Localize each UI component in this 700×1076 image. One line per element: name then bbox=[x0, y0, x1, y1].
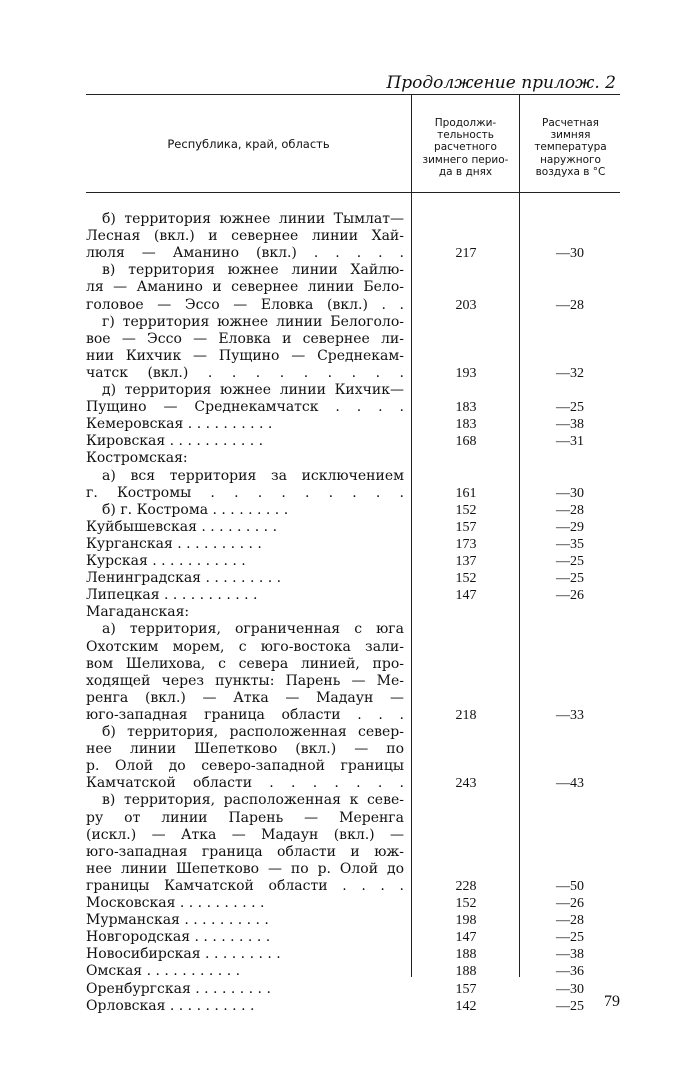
column-header-region: Республика, край, область bbox=[167, 137, 330, 151]
design-temperature-cell: —28 bbox=[556, 913, 584, 929]
table-row bbox=[0, 690, 700, 707]
table-row bbox=[0, 895, 700, 912]
table-row bbox=[0, 314, 700, 331]
table-row bbox=[0, 450, 700, 467]
design-temperature-cell: —35 bbox=[556, 536, 584, 552]
region-name-cell: ходящей через пункты: Парень — Ме- bbox=[86, 672, 404, 689]
table-row bbox=[0, 502, 700, 519]
table-row bbox=[0, 792, 700, 809]
design-temperature-cell: —30 bbox=[556, 246, 584, 262]
region-name-cell: Ленинградская . . . . . . . . . bbox=[86, 570, 282, 587]
column-header-temperature-line: воздуха в °С bbox=[535, 165, 606, 178]
region-name-cell: ренга (вкл.) — Атка — Мадаун — bbox=[86, 689, 404, 706]
column-header-duration-line: да в днях bbox=[438, 165, 493, 178]
region-name-cell: Лесная (вкл.) и севернее линии Хай- bbox=[86, 228, 404, 245]
duration-days-cell: 188 bbox=[455, 964, 477, 980]
design-temperature-cell: —26 bbox=[556, 896, 584, 911]
region-name-cell: ру от линии Парень — Меренга bbox=[86, 809, 404, 826]
region-name-cell: головое — Эссо — Еловка (вкл.) . . bbox=[86, 296, 404, 313]
table-row bbox=[0, 724, 700, 741]
region-name-cell: в) территория южнее линии Хайлю- bbox=[102, 262, 404, 279]
duration-days-cell: 243 bbox=[455, 776, 477, 792]
table-row bbox=[0, 673, 700, 690]
table-row bbox=[0, 519, 700, 536]
table-row bbox=[0, 861, 700, 878]
region-name-cell: ля — Аманино и севернее линии Бело- bbox=[86, 279, 404, 296]
page-number: 79 bbox=[604, 993, 620, 1010]
region-name-cell: Охотским морем, с юго-востока зали- bbox=[86, 638, 404, 655]
region-name-cell: Омская . . . . . . . . . . . bbox=[86, 963, 241, 980]
region-name-cell: Мурманская . . . . . . . . . . bbox=[86, 912, 269, 929]
region-name-cell: (искл.) — Атка — Мадаун (вкл.) — bbox=[86, 826, 404, 843]
design-temperature-cell: —50 bbox=[556, 878, 584, 894]
duration-days-cell: 157 bbox=[455, 981, 477, 997]
table-row bbox=[0, 963, 700, 980]
column-header-duration-line: тельность bbox=[437, 129, 494, 142]
table-row bbox=[0, 245, 700, 262]
table-row bbox=[0, 297, 700, 314]
design-temperature-cell: —25 bbox=[556, 930, 584, 946]
column-header-temperature-line: Расчетная bbox=[542, 117, 599, 129]
table-row bbox=[0, 331, 700, 348]
column-header-temperature bbox=[521, 117, 620, 178]
design-temperature-cell: —25 bbox=[556, 554, 584, 569]
region-name-cell: нее линии Шепетково — по р. Олой до bbox=[86, 860, 404, 877]
region-name-cell: Оренбургская . . . . . . . . . bbox=[86, 980, 271, 997]
duration-days-cell: 157 bbox=[455, 519, 477, 535]
region-name-cell: Камчатской области . . . . . . . bbox=[86, 775, 404, 792]
duration-days-cell: 142 bbox=[455, 998, 477, 1014]
table-row bbox=[0, 485, 700, 502]
region-name-cell: г. Костромы . . . . . . . . . bbox=[86, 484, 404, 501]
region-name-cell: Кировская . . . . . . . . . . . bbox=[86, 433, 264, 450]
table-row bbox=[0, 348, 700, 365]
table-row bbox=[0, 775, 700, 792]
region-name-cell: Кемеровская . . . . . . . . . . bbox=[86, 416, 273, 433]
design-temperature-cell: —26 bbox=[556, 588, 584, 604]
design-temperature-cell: —30 bbox=[556, 981, 584, 997]
table-row bbox=[0, 399, 700, 416]
table-row bbox=[0, 416, 700, 433]
table-row bbox=[0, 228, 700, 245]
duration-days-cell: 188 bbox=[455, 947, 477, 963]
column-header-duration-line: Продолжи- bbox=[434, 117, 497, 129]
table-row bbox=[0, 365, 700, 382]
table-row bbox=[0, 827, 700, 844]
table-row bbox=[0, 639, 700, 656]
region-name-cell: г) территория южнее линии Белоголо- bbox=[102, 313, 404, 330]
table-row bbox=[0, 468, 700, 485]
region-name-cell: люля — Аманино (вкл.) . . . . . bbox=[86, 245, 404, 262]
table-row bbox=[0, 707, 700, 724]
table-row bbox=[0, 946, 700, 963]
region-name-cell: Костромская: bbox=[86, 450, 188, 467]
table-top-rule bbox=[86, 94, 620, 95]
table-row bbox=[0, 844, 700, 861]
region-name-cell: нии Кихчик — Пущино — Среднекам- bbox=[86, 347, 404, 364]
table-row bbox=[0, 741, 700, 758]
design-temperature-cell: —43 bbox=[556, 776, 584, 792]
region-name-cell: в) территория, расположенная к севе- bbox=[102, 792, 404, 809]
duration-days-cell: 152 bbox=[455, 571, 477, 587]
duration-days-cell: 168 bbox=[455, 434, 477, 450]
duration-days-cell: 183 bbox=[455, 400, 477, 416]
design-temperature-cell: —38 bbox=[556, 947, 584, 963]
duration-days-cell: 161 bbox=[455, 485, 477, 501]
region-name-cell: Магаданская: bbox=[86, 604, 190, 621]
region-name-cell: вом Шелихова, с севера линией, про- bbox=[86, 655, 404, 672]
duration-days-cell: 152 bbox=[455, 502, 477, 518]
table-row bbox=[0, 382, 700, 399]
region-name-cell: нее линии Шепетково (вкл.) — по bbox=[86, 741, 404, 758]
duration-days-cell: 217 bbox=[455, 246, 477, 262]
design-temperature-cell: —28 bbox=[556, 297, 584, 313]
region-name-cell: б) территория южнее линии Тымлат— bbox=[102, 211, 404, 227]
design-temperature-cell: —25 bbox=[556, 998, 584, 1014]
region-name-cell: а) территория, ограниченная с юга bbox=[102, 621, 404, 638]
region-name-cell: чатск (вкл.) . . . . . . . . . bbox=[86, 364, 404, 381]
table-row bbox=[0, 912, 700, 929]
design-temperature-cell: —31 bbox=[556, 434, 584, 450]
region-name-cell: б) территория, расположенная север- bbox=[102, 724, 404, 740]
duration-days-cell: 152 bbox=[455, 896, 477, 911]
region-name-cell: Новосибирская . . . . . . . . . bbox=[86, 946, 281, 963]
column-header-duration-line: расчетного bbox=[434, 141, 497, 154]
duration-days-cell: 137 bbox=[455, 554, 477, 569]
region-name-cell: д) территория южнее линии Кихчик— bbox=[102, 382, 404, 398]
column-header-duration-line: зимнего перио- bbox=[422, 153, 509, 166]
design-temperature-cell: —25 bbox=[556, 571, 584, 587]
duration-days-cell: 173 bbox=[455, 536, 477, 552]
table-row bbox=[0, 536, 700, 553]
region-name-cell: юго-западная граница области и юж- bbox=[86, 843, 404, 860]
design-temperature-cell: —38 bbox=[556, 417, 584, 433]
duration-days-cell: 228 bbox=[455, 878, 477, 894]
region-name-cell: Орловская . . . . . . . . . . bbox=[86, 997, 255, 1014]
design-temperature-cell: —33 bbox=[556, 707, 584, 723]
duration-days-cell: 193 bbox=[455, 365, 477, 381]
table-row bbox=[0, 433, 700, 450]
table-row bbox=[0, 878, 700, 895]
design-temperature-cell: —29 bbox=[556, 519, 584, 535]
duration-days-cell: 147 bbox=[455, 930, 477, 946]
running-head: Продолжение прилож. 2 bbox=[386, 73, 616, 93]
table-row bbox=[0, 570, 700, 587]
duration-days-cell: 147 bbox=[455, 588, 477, 604]
column-header-temperature-line: наружного bbox=[540, 153, 601, 166]
design-temperature-cell: —32 bbox=[556, 365, 584, 381]
table-row bbox=[0, 604, 700, 621]
region-name-cell: Московская . . . . . . . . . . bbox=[86, 895, 265, 911]
duration-days-cell: 203 bbox=[455, 297, 477, 313]
region-name-cell: Пущино — Среднекамчатск . . . . bbox=[86, 399, 404, 416]
region-name-cell: вое — Эссо — Еловка и севернее ли- bbox=[86, 330, 404, 347]
table-row bbox=[0, 211, 700, 228]
duration-days-cell: 198 bbox=[455, 913, 477, 929]
region-name-cell: б) г. Кострома . . . . . . . . . bbox=[102, 501, 289, 518]
table-row bbox=[0, 553, 700, 570]
design-temperature-cell: —30 bbox=[556, 485, 584, 501]
region-name-cell: Курская . . . . . . . . . . . bbox=[86, 553, 246, 569]
region-name-cell: а) вся территория за исключением bbox=[102, 467, 404, 484]
column-header-temperature-line: зимняя bbox=[550, 129, 591, 142]
region-name-cell: границы Камчатской области . . . . bbox=[86, 877, 404, 894]
region-name-cell: Куйбышевская . . . . . . . . . bbox=[86, 518, 278, 535]
table-row bbox=[0, 929, 700, 946]
region-name-cell: Курганская . . . . . . . . . . bbox=[86, 535, 262, 552]
table-row bbox=[0, 262, 700, 279]
table-row bbox=[0, 758, 700, 775]
table-row bbox=[0, 810, 700, 827]
table-row bbox=[0, 279, 700, 296]
table-row bbox=[0, 587, 700, 604]
design-temperature-cell: —36 bbox=[556, 964, 584, 980]
column-header-duration bbox=[412, 117, 519, 178]
column-header-temperature-line: температура bbox=[534, 141, 607, 154]
design-temperature-cell: —25 bbox=[556, 400, 584, 416]
duration-days-cell: 218 bbox=[455, 707, 477, 723]
region-name-cell: р. Олой до северо-западной границы bbox=[86, 758, 404, 775]
region-name-cell: Липецкая . . . . . . . . . . . bbox=[86, 587, 258, 604]
table-row bbox=[0, 656, 700, 673]
table-header-rule bbox=[86, 192, 620, 193]
table-row bbox=[0, 621, 700, 638]
region-name-cell: юго-западная граница области . . . bbox=[86, 706, 404, 723]
region-name-cell: Новгородская . . . . . . . . . bbox=[86, 929, 271, 946]
design-temperature-cell: —28 bbox=[556, 502, 584, 518]
duration-days-cell: 183 bbox=[455, 417, 477, 433]
